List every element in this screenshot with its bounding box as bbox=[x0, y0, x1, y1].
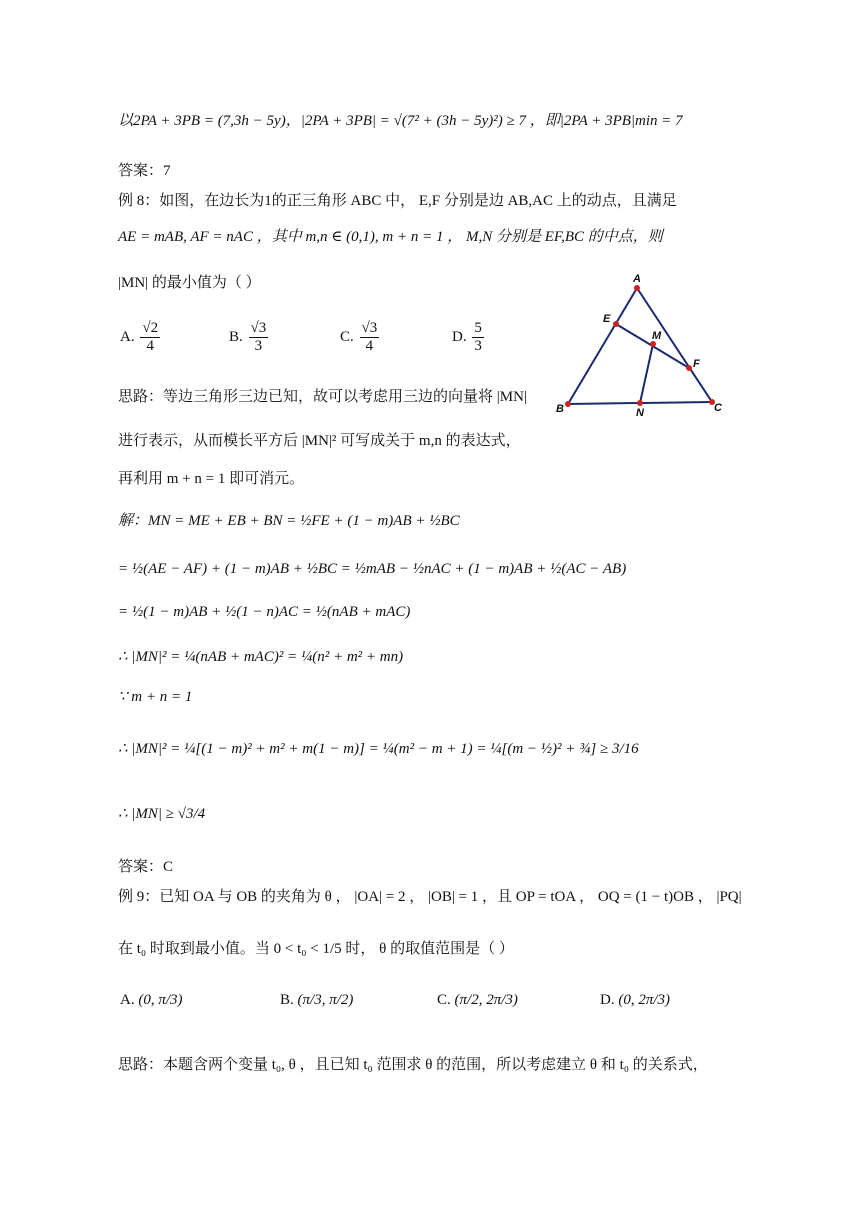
solution-line-3: = ½(1 − m)AB + ½(1 − n)AC = ½(nAB + mAC) bbox=[118, 604, 411, 620]
solution-line-6: ∴ |MN|² = ¼[(1 − m)² + m² + m(1 − m)] = ¼(m² − m + 1) = ¼[(m − ½)² + ¾] ≥ 3/16 bbox=[118, 741, 639, 757]
solution-line-7: ∴ |MN| ≥ √3/4 bbox=[118, 806, 206, 822]
answer-example-7: 答案：7 bbox=[118, 163, 171, 179]
example-8-question: |MN| 的最小值为（ ） bbox=[118, 275, 261, 291]
example-8-thinking-3: 再利用 m + n = 1 即可消元。 bbox=[118, 471, 305, 487]
triangle-figure bbox=[550, 270, 730, 420]
solution-line-4: ∴ |MN|² = ¼(nAB + mAC)² = ¼(n² + m² + mn) bbox=[118, 649, 404, 665]
example-9-statement-1: 例 9：已知 OA 与 OB 的夹角为 θ ， |OA| = 2 ， |OB| = 1 ，且 OP = tOA ， OQ = (1 − t)OB ， |PQ| bbox=[118, 889, 742, 905]
option-8-d: D. $\frac{5}{3}$ bbox=[452, 320, 482, 354]
line-vector-result: 以2PA + 3PB = (7,3h − 5y)，|2PA + 3PB| = √(7² + (3h − 5y)²) ≥ 7 ，即|2PA + 3PB|min = 7 bbox=[118, 113, 683, 129]
label-a: A bbox=[633, 273, 641, 285]
option-9-d: D. (0, 2π/3) bbox=[600, 992, 671, 1008]
side-ac bbox=[637, 288, 712, 402]
option-8-c: C. $\frac{√3}{4}$ bbox=[340, 320, 378, 354]
label-f: F bbox=[693, 358, 700, 370]
example-8-statement-2: AE = mAB, AF = nAC ，其中 m,n ∈ (0,1), m + n = 1 ， M,N 分别是 EF,BC 的中点，则 bbox=[118, 229, 663, 245]
example-9-thinking: 思路：本题含两个变量 t₀, θ ，且已知 t₀ 范围求 θ 的范围，所以考虑建立 θ 和 t₀ 的关系式， bbox=[118, 1057, 708, 1073]
side-ab bbox=[568, 288, 637, 404]
figure-points bbox=[565, 285, 715, 407]
solution-line-5: ∵ m + n = 1 bbox=[118, 689, 193, 705]
label-b: B bbox=[556, 403, 564, 415]
answer-example-8: 答案：C bbox=[118, 859, 174, 875]
option-9-a: A. (0, π/3) bbox=[120, 992, 183, 1008]
point-n bbox=[637, 400, 643, 406]
example-8-thinking-2: 进行表示，从而模长平方后 |MN|² 可写成关于 m,n 的表达式， bbox=[118, 433, 521, 449]
option-9-b: B. (π/3, π/2) bbox=[280, 992, 354, 1008]
example-9-statement-2: 在 t₀ 时取到最小值。当 0 < t₀ < 1/5 时， θ 的取值范围是（ ） bbox=[118, 941, 514, 957]
example-8-statement-1: 例 8：如图，在边长为1的正三角形 ABC 中， E,F 分别是边 AB,AC 上的动点，且满足 bbox=[118, 193, 677, 209]
point-f bbox=[686, 365, 692, 371]
point-b bbox=[565, 401, 571, 407]
label-e: E bbox=[603, 313, 611, 325]
segment-mn bbox=[640, 344, 653, 403]
option-8-b: B. $\frac{√3}{3}$ bbox=[229, 320, 267, 354]
point-a bbox=[634, 285, 640, 291]
example-8-thinking-1: 思路：等边三角形三边已知，故可以考虑用三边的向量将 |MN| bbox=[118, 389, 527, 405]
solution-line-1: 解：MN = ME + EB + BN = ½FE + (1 − m)AB + ½BC bbox=[118, 513, 460, 529]
solution-line-2: = ½(AE − AF) + (1 − m)AB + ½BC = ½mAB − ½nAC + (1 − m)AB + ½(AC − AB) bbox=[118, 561, 627, 577]
label-n: N bbox=[636, 407, 644, 419]
point-e bbox=[613, 321, 619, 327]
option-8-a: A. $\frac{√2}{4}$ bbox=[120, 320, 159, 354]
triangle-lines bbox=[568, 288, 712, 404]
label-c: C bbox=[714, 402, 722, 414]
label-m: M bbox=[652, 330, 662, 342]
option-9-c: C. (π/2, 2π/3) bbox=[437, 992, 518, 1008]
